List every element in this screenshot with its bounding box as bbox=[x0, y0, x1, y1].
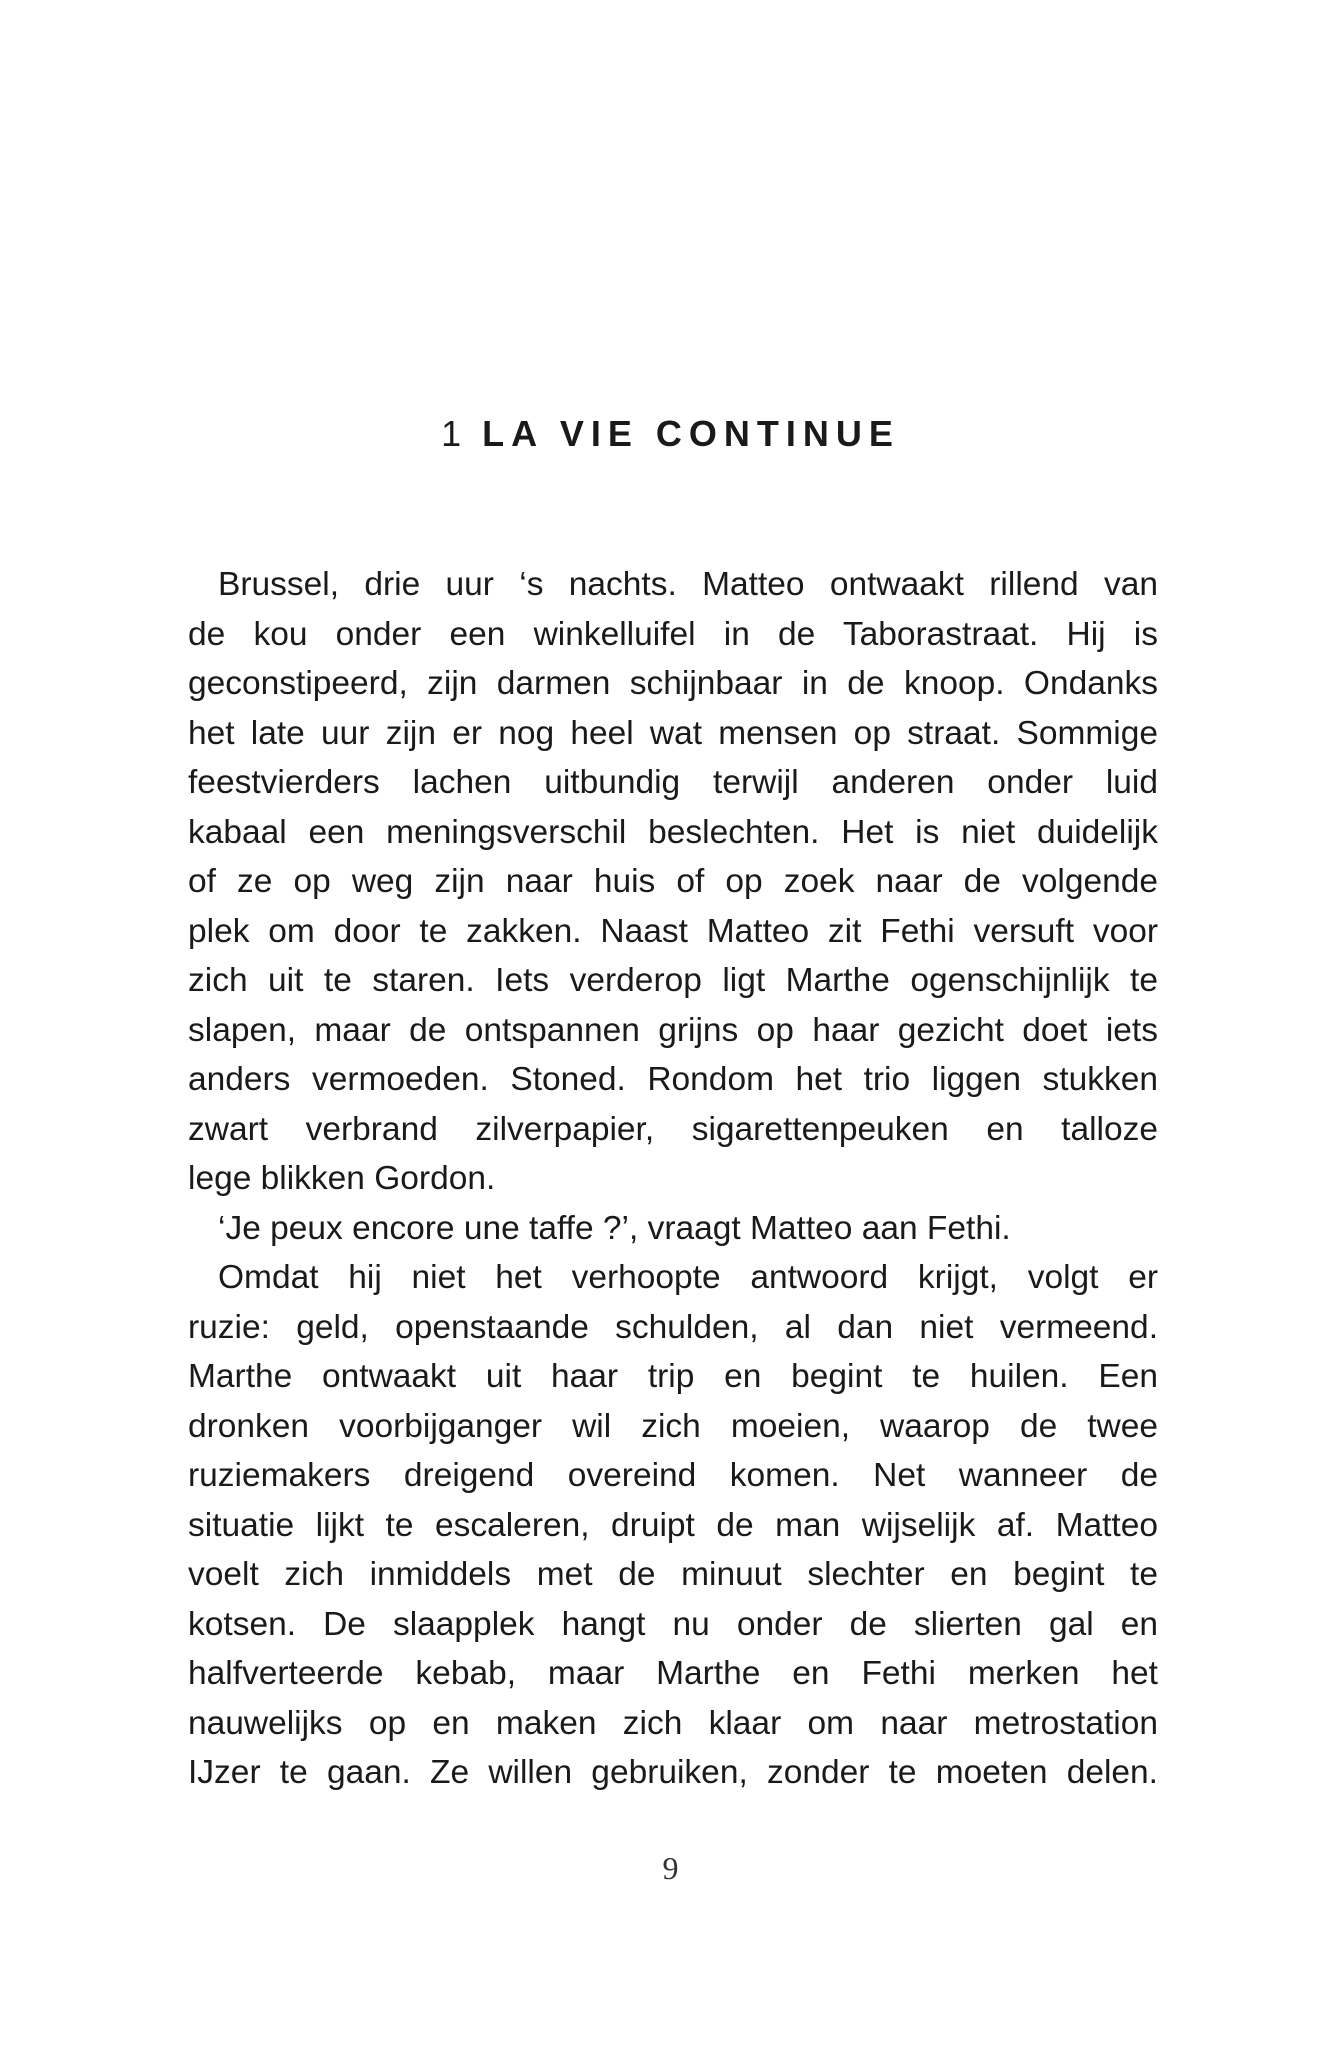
text-line: IJzer te gaan. Ze willen gebruiken, zonder te moeten delen. bbox=[188, 1754, 1158, 1791]
text-line: ruziemakers dreigend overeind komen. Net wanneer de bbox=[188, 1457, 1158, 1494]
page-number: 9 bbox=[662, 1850, 679, 1886]
text-line: nauwelijks op en maken zich klaar om naar metrostation bbox=[188, 1704, 1158, 1742]
text-line: Omdat hij niet het verhoopte antwoord krijgt, volgt er bbox=[218, 1259, 1158, 1296]
body-text bbox=[188, 560, 1158, 1798]
text-line: voelt zich inmiddels met de minuut slechter en begint te bbox=[188, 1556, 1158, 1593]
paragraph-2 bbox=[188, 1204, 1158, 1254]
text-line: lege blikken Gordon. bbox=[188, 1160, 496, 1197]
paragraph-3 bbox=[188, 1253, 1158, 1798]
paragraph-1 bbox=[188, 560, 1158, 1204]
text-line: het late uur zijn er nog heel wat mensen op straat. Sommige bbox=[188, 714, 1158, 752]
text-line: kabaal een meningsverschil beslechten. Het is niet duidelijk bbox=[188, 813, 1158, 851]
text-line: Marthe ontwaakt uit haar trip en begint te huilen. Een bbox=[188, 1358, 1158, 1395]
text-line: dronken voorbijganger wil zich moeien, waarop de twee bbox=[188, 1407, 1158, 1445]
text-line: geconstipeerd, zijn darmen schijnbaar in de knoop. Ondanks bbox=[188, 665, 1158, 702]
text-line: Brussel, drie uur ‘s nachts. Matteo ontwaakt rillend van bbox=[218, 566, 1158, 603]
text-line: zwart verbrand zilverpapier, sigarettenpeuken en talloze bbox=[188, 1110, 1158, 1148]
chapter-heading bbox=[0, 412, 1341, 456]
text-line: plek om door te zakken. Naast Matteo zit Fethi versuft voor bbox=[188, 912, 1158, 950]
text-line: kotsen. De slaapplek hangt nu onder de slierten gal en bbox=[188, 1605, 1158, 1643]
text-line: ruzie: geld, openstaande schulden, al dan niet vermeend. bbox=[188, 1308, 1158, 1346]
text-line: of ze op weg zijn naar huis of op zoek naar de volgende bbox=[188, 863, 1158, 900]
chapter-number: 1 bbox=[441, 413, 469, 454]
text-line: halfverteerde kebab, maar Marthe en Fethi merken het bbox=[188, 1655, 1158, 1692]
text-line: slapen, maar de ontspannen grijns op haar gezicht doet iets bbox=[188, 1011, 1158, 1049]
chapter-title: LA VIE CONTINUE bbox=[482, 413, 900, 454]
text-line: ‘Je peux encore une taffe ?’, vraagt Matteo aan Fethi. bbox=[218, 1209, 1011, 1247]
text-line: zich uit te staren. Iets verderop ligt Marthe ogenschijnlijk te bbox=[188, 962, 1158, 999]
text-line: anders vermoeden. Stoned. Rondom het trio liggen stukken bbox=[188, 1061, 1158, 1098]
text-line: situatie lijkt te escaleren, druipt de man wijselijk af. Matteo bbox=[188, 1506, 1158, 1544]
text-line: de kou onder een winkelluifel in de Taborastraat. Hij is bbox=[188, 615, 1158, 653]
text-line: feestvierders lachen uitbundig terwijl anderen onder luid bbox=[188, 764, 1158, 801]
